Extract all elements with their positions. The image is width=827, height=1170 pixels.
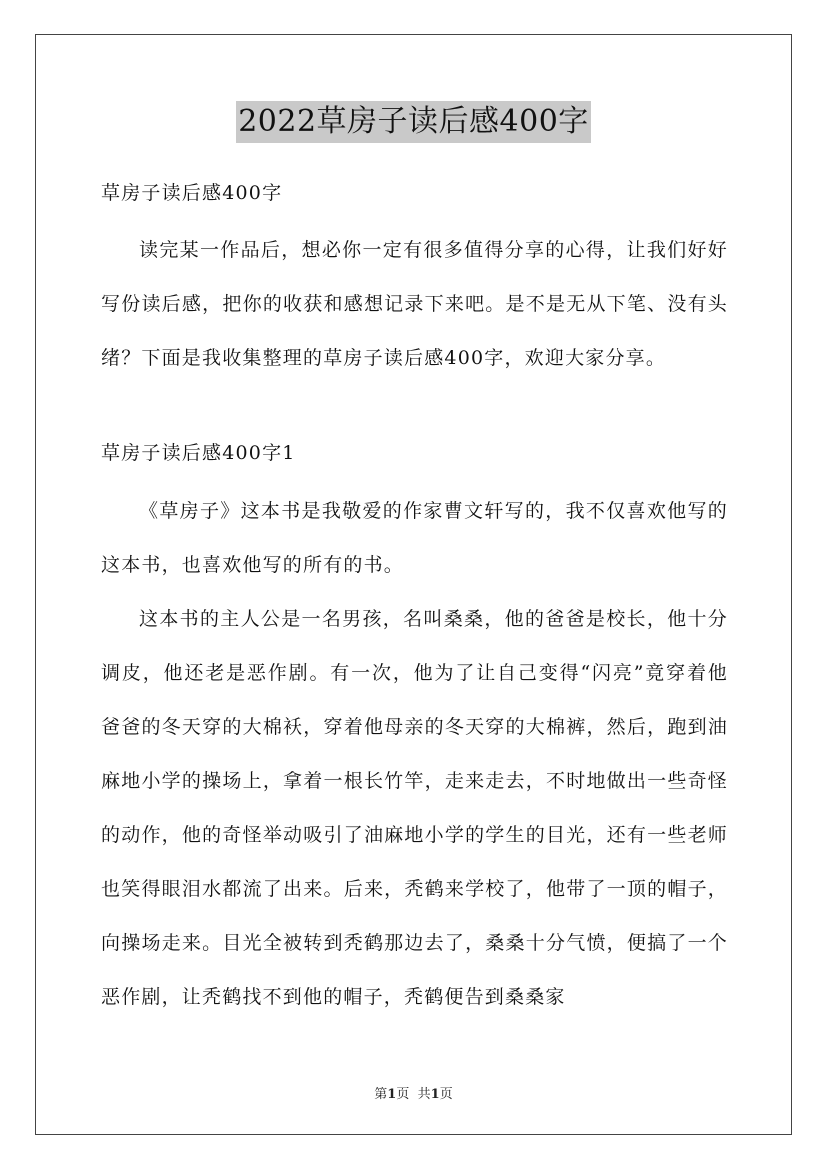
page-footer: [0, 1083, 827, 1102]
total-label-prefix: 共: [417, 1087, 431, 1102]
page-label-suffix: 页: [396, 1087, 410, 1102]
body-paragraph: 《草房子》这本书是我敬爱的作家曹文轩写的，我不仅喜欢他写的这本书，也喜欢他写的所有的书。: [101, 500, 728, 576]
document-subtitle: 草房子读后感400字: [101, 182, 283, 204]
spacer: [101, 385, 728, 429]
spacer: [101, 477, 728, 484]
intro-paragraph: 读完某一作品后，想必你一定有很多值得分享的心得，让我们好好写份读后感，把你的收获和感想记录下来吧。是不是无从下笔、没有头绪？下面是我收集整理的草房子读后感400字，欢迎大家分享。: [101, 239, 728, 369]
title-container: [0, 101, 827, 143]
total-label-suffix: 页: [439, 1087, 453, 1102]
page-number: 1: [387, 1087, 397, 1102]
page-label-prefix: 第: [374, 1087, 388, 1102]
document-title: 2022草房子读后感400字: [236, 101, 591, 143]
section-heading: 草房子读后感400字1: [101, 442, 296, 464]
total-pages: 1: [430, 1087, 440, 1102]
document-body: [101, 169, 728, 1024]
body-paragraph: 这本书的主人公是一名男孩，名叫桑桑，他的爸爸是校长，他十分调皮，他还老是恶作剧。有一次，他为了让自己变得“闪亮”竟穿着他爸爸的冬天穿的大棉袄，穿着他母亲的冬天穿的大棉裤，然后，跑到油麻地小学的操场上，拿着一根长竹竿，走来走去，不时地做出一些奇怪的动作，他的奇怪举动吸引了油麻地小学的学生的目光，还有一些老师也笑得眼泪水都流了出来。后来，秃鹤来学校了，他带了一顶的帽子，向操场走来。目光全被转到秃鹤那边去了，桑桑十分气愤，便搞了一个恶作剧，让秃鹤找不到他的帽子，秃鹤便告到桑桑家: [101, 608, 728, 1008]
